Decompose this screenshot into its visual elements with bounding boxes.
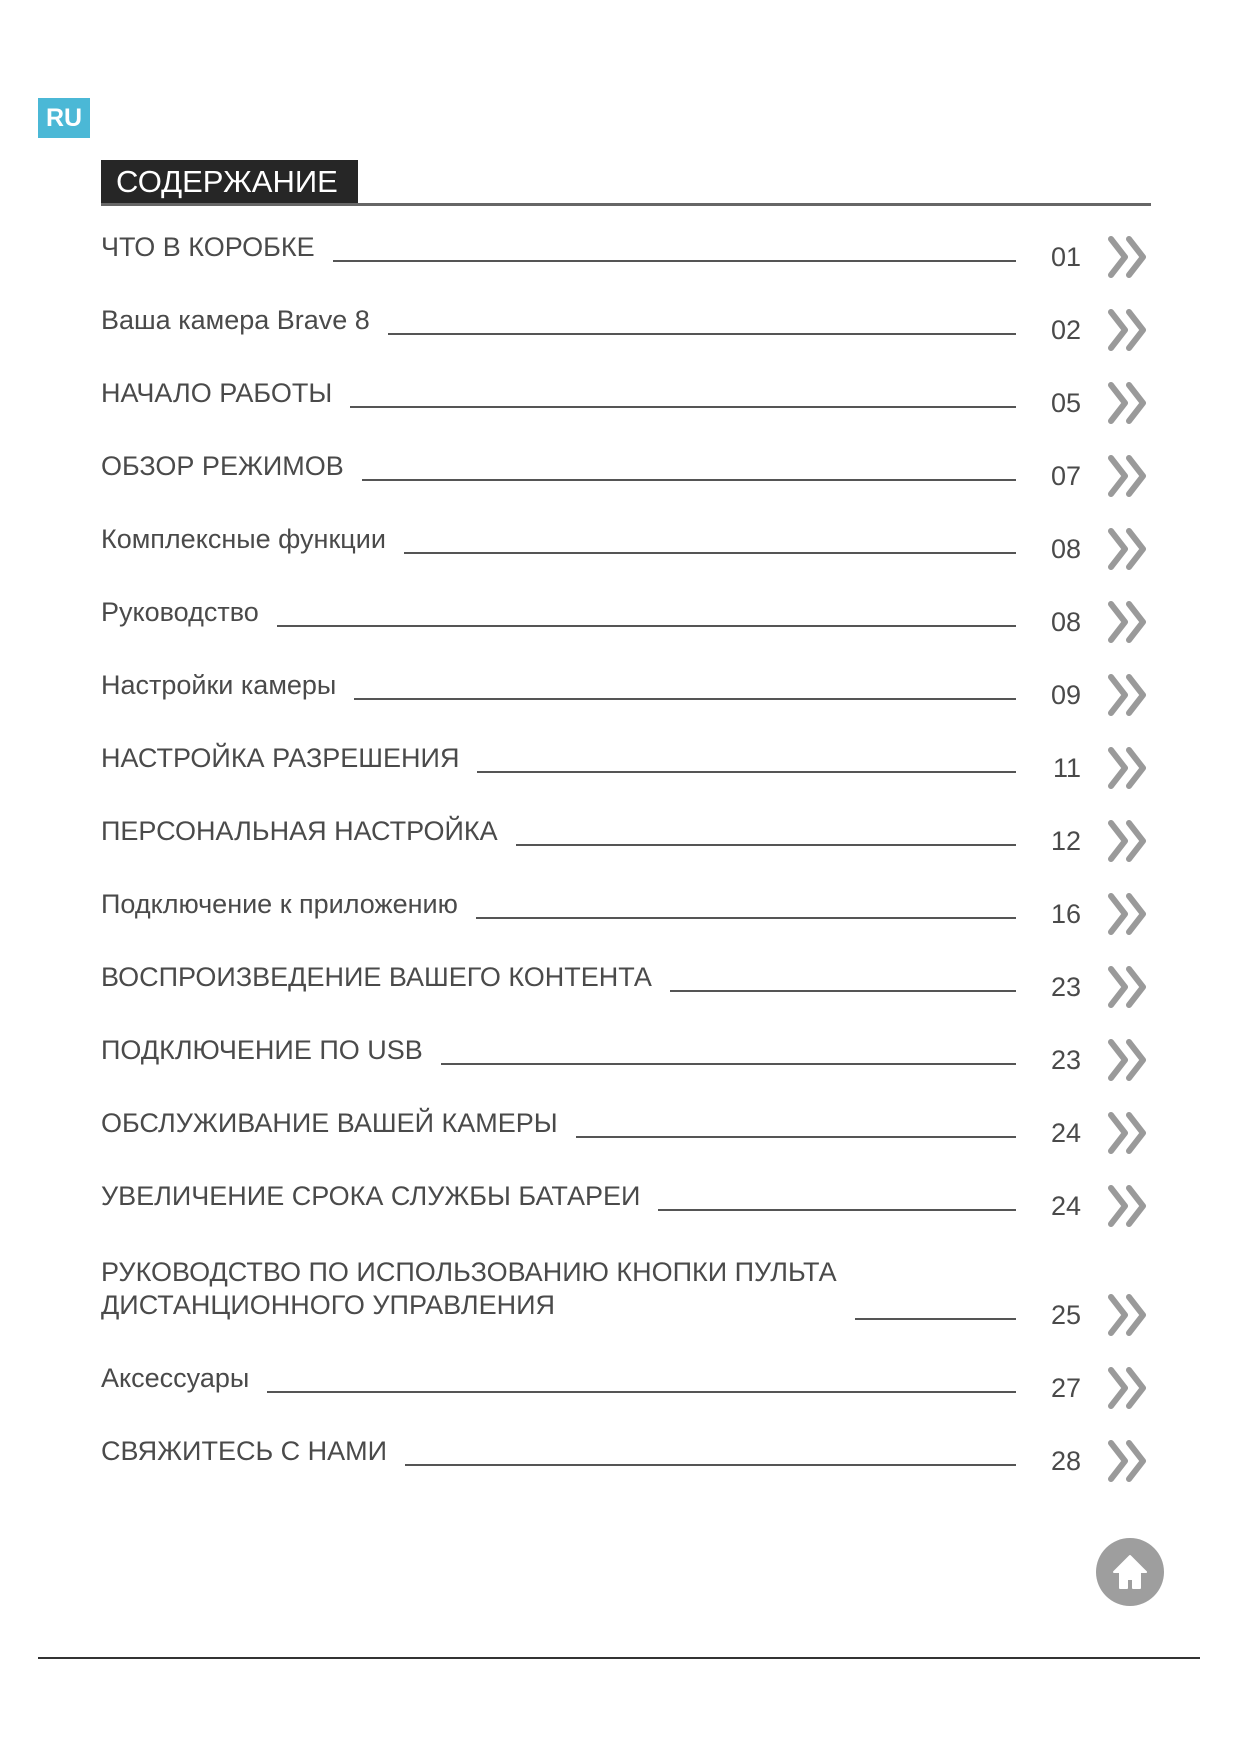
toc-entry-label: Настройки камеры [101, 669, 354, 702]
toc-entry-page: 08 [1050, 534, 1081, 564]
home-icon [1109, 1551, 1151, 1593]
toc-entry[interactable] [101, 741, 1151, 791]
toc-entry-label: НАСТРОЙКА РАЗРЕШЕНИЯ [101, 742, 477, 775]
language-badge: RU [38, 98, 90, 138]
double-chevron-right-icon[interactable] [1103, 1110, 1151, 1156]
toc-entry[interactable] [101, 668, 1151, 718]
double-chevron-right-icon[interactable] [1103, 1438, 1151, 1484]
toc-entry[interactable] [101, 1434, 1151, 1484]
toc-entry[interactable] [101, 449, 1151, 499]
double-chevron-right-icon[interactable] [1103, 1292, 1151, 1338]
page-title: СОДЕРЖАНИЕ [101, 160, 358, 203]
toc-entry-page: 27 [1050, 1373, 1081, 1403]
toc-entry-label: НАЧАЛО РАБОТЫ [101, 377, 350, 410]
toc-entry-label: РУКОВОДСТВО ПО ИСПОЛЬЗОВАНИЮ КНОПКИ ПУЛЬТА ДИСТАНЦИОННОГО УПРАВЛЕНИЯ [101, 1256, 855, 1322]
double-chevron-right-icon[interactable] [1103, 380, 1151, 426]
toc-entry[interactable] [101, 887, 1151, 937]
toc-entry-page: 28 [1050, 1446, 1081, 1476]
double-chevron-right-icon[interactable] [1103, 1365, 1151, 1411]
toc-entry[interactable] [101, 1257, 1151, 1338]
toc-entry[interactable] [101, 595, 1151, 645]
toc-entry-page: 09 [1050, 680, 1081, 710]
toc-entry-label: ОБСЛУЖИВАНИЕ ВАШЕЙ КАМЕРЫ [101, 1107, 576, 1140]
double-chevron-right-icon[interactable] [1103, 1037, 1151, 1083]
toc-entry-label: ЧТО В КОРОБКЕ [101, 231, 333, 264]
toc-entry[interactable] [101, 376, 1151, 426]
toc-entry-page: 02 [1050, 315, 1081, 345]
toc-entry[interactable] [101, 522, 1151, 572]
toc-entry-page: 12 [1050, 826, 1081, 856]
toc-entry-page: 01 [1050, 242, 1081, 272]
double-chevron-right-icon[interactable] [1103, 818, 1151, 864]
double-chevron-right-icon[interactable] [1103, 964, 1151, 1010]
double-chevron-right-icon[interactable] [1103, 234, 1151, 280]
toc-entry-label: ПЕРСОНАЛЬНАЯ НАСТРОЙКА [101, 815, 516, 848]
toc-entry[interactable] [101, 1033, 1151, 1083]
toc-entry[interactable] [101, 1106, 1151, 1156]
footer-divider [38, 1657, 1200, 1659]
toc-entry-page: 23 [1050, 972, 1081, 1002]
toc-entry-page: 23 [1050, 1045, 1081, 1075]
toc-entry-label: СВЯЖИТЕСЬ С НАМИ [101, 1435, 405, 1468]
toc-entry-label: Аксессуары [101, 1362, 267, 1395]
double-chevron-right-icon[interactable] [1103, 891, 1151, 937]
double-chevron-right-icon[interactable] [1103, 599, 1151, 645]
double-chevron-right-icon[interactable] [1103, 307, 1151, 353]
double-chevron-right-icon[interactable] [1103, 672, 1151, 718]
toc-entry-page: 16 [1050, 899, 1081, 929]
toc-entry-page: 11 [1052, 753, 1081, 783]
double-chevron-right-icon[interactable] [1103, 1183, 1151, 1229]
toc-entry[interactable] [101, 960, 1151, 1010]
toc-entry-label: Руководство [101, 596, 277, 629]
toc-entry-page: 07 [1050, 461, 1081, 491]
toc-entry-page: 08 [1050, 607, 1081, 637]
toc-entry[interactable] [101, 230, 1151, 280]
double-chevron-right-icon[interactable] [1103, 526, 1151, 572]
toc-entry-label: ПОДКЛЮЧЕНИЕ ПО USB [101, 1034, 441, 1067]
toc-entry-page: 05 [1050, 388, 1081, 418]
toc-entry-page: 24 [1050, 1118, 1081, 1148]
toc-entry-label: Подключение к приложению [101, 888, 476, 921]
toc-entry[interactable] [101, 1361, 1151, 1411]
toc-entry-label: ОБЗОР РЕЖИМОВ [101, 450, 362, 483]
toc-entry-page: 24 [1050, 1191, 1081, 1221]
toc-entry-label: ВОСПРОИЗВЕДЕНИЕ ВАШЕГО КОНТЕНТА [101, 961, 670, 994]
toc-entry-label: УВЕЛИЧЕНИЕ СРОКА СЛУЖБЫ БАТАРЕИ [101, 1180, 658, 1213]
toc-entry[interactable] [101, 1179, 1151, 1229]
toc-entry[interactable] [101, 303, 1151, 353]
home-button[interactable] [1096, 1538, 1164, 1606]
toc-entry-label: Комплексные функции [101, 523, 404, 556]
double-chevron-right-icon[interactable] [1103, 745, 1151, 791]
toc-entry-label: Ваша камера Brave 8 [101, 304, 388, 337]
toc-header [101, 160, 1151, 206]
toc-entry-page: 25 [1050, 1300, 1081, 1330]
double-chevron-right-icon[interactable] [1103, 453, 1151, 499]
toc-entry[interactable] [101, 814, 1151, 864]
